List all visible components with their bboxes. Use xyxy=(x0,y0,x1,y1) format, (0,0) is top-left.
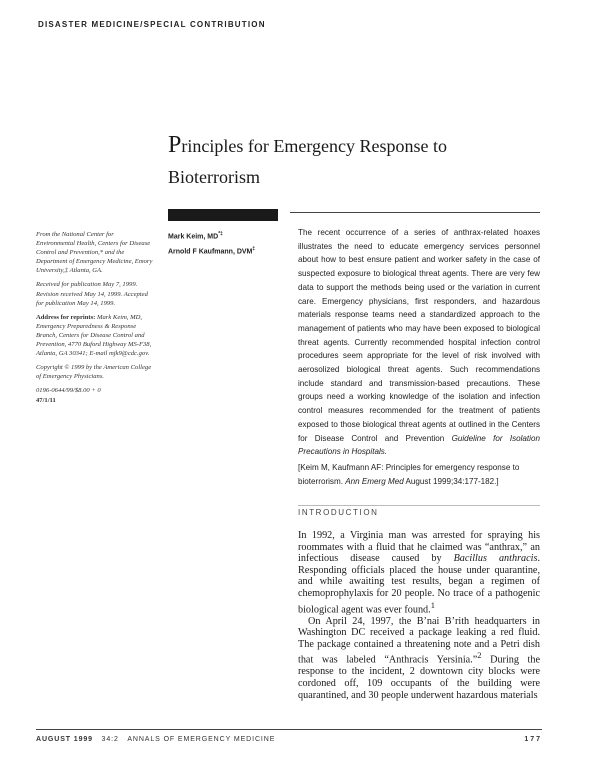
citation: [Keim M, Kaufmann AF: Principles for emergency response to bioterrorism. Ann Emerg Med August 1999;34:177-182.] xyxy=(298,463,520,486)
footer-journal: ANNALS OF EMERGENCY MEDICINE xyxy=(127,736,276,743)
article-title xyxy=(168,130,528,193)
issn: 0196-0644/99/$8.00 + 0 xyxy=(36,387,101,395)
paragraph: On April 24, 1997, the B’nai B’rith headquarters in Washington DC received a package leaking a red fluid. The package contained a threatening note and a Petri dish that was labeled “Anthracis Yersinia.”$^2$ During the response to the incident, 2 downtown city blocks were cordoned off, 109 occupants of the building were quarantined, and 30 people underwent hazardous materials xyxy=(298,615,541,701)
title-bar xyxy=(168,209,278,221)
paragraph: In 1992, a Virginia man was arrested for spraying his roommates with a fluid that he claimed was “anthrax,” an infectious disease caused by Bacillus anthracis. Responding officials placed the house under quarantine, and while awaiting test results, began a regimen of chemoprophylaxis for 20 people. No trace of a pathogenic biological agent was ever found.$^1$ xyxy=(298,530,540,615)
title-line1: rinciples for Emergency Response to xyxy=(181,136,447,156)
page-footer xyxy=(36,736,542,743)
publication-dates: Received for publication May 7, 1999. Revision received May 14, 1999. Accepted for publication May 14, 1999. xyxy=(36,281,148,307)
affiliation: From the National Center for Environmental Health, Centers for Disease Control and Prevention,* and the Department of Emergency Medicine, Emory University,‡ Atlanta, GA. xyxy=(36,231,153,275)
footer-volume: 34:2 xyxy=(101,736,119,743)
article-code: 47/1/11 xyxy=(36,396,56,404)
title-line2: Bioterrorism xyxy=(168,167,260,187)
footer-rule xyxy=(36,729,542,730)
abstract-rule xyxy=(290,212,540,213)
abstract: The recent occurrence of a series of anthrax-related hoaxes illustrates the need to educate emergency services personnel about how to best ensure patient and worker safety in the case of suspected exposure to biological threat agents. There are very few data to support the methods being used or the variation in current care. Emergency physicians, first responders, and hazardous materials response teams need a standardized approach to the management of patients who may have been exposed to biological threat agents. Currently recommended hospital infection control procedures seem appropriate for the level of risk involved with aerosolized biological threat agents. Such recommendations include standard and transmission-based precautions. These groups need a working knowledge of the isolation and infection control measures recommended for the treatment of patients exposed to those biological threat agents at outlined in the Centers for Disease Control and Prevention Guideline for Isolation Precautions in Hospitals. xyxy=(298,228,540,457)
introduction-heading: INTRODUCTION xyxy=(298,508,379,517)
author: Arnold F Kaufmann, DVM‡ xyxy=(168,246,256,256)
introduction-body xyxy=(298,530,540,701)
footer-date: AUGUST 1999 xyxy=(36,736,93,743)
page-number: 177 xyxy=(524,736,542,743)
reprints-address: Address for reprints: Mark Keim, MD, Emergency Preparedness & Response Branch, Centers for Disease Control and Prevention, 4770 Buford Highway MS-F38, Atlanta, GA 30341; E-mail mjk9@cdc.gov. xyxy=(36,313,152,358)
reprints-label: Address for reprints: xyxy=(36,313,96,321)
author: Mark Keim, MD*‡ xyxy=(168,231,223,241)
section-header: DISASTER MEDICINE/SPECIAL CONTRIBUTION xyxy=(38,20,266,29)
guideline-title: Guideline for Isolation Precautions in Hospitals. xyxy=(298,433,540,457)
copyright: Copyright © 1999 by the American College of Emergency Physicians. xyxy=(36,364,152,381)
title-first-letter: P xyxy=(168,132,182,158)
author-list xyxy=(168,228,255,259)
article-sidebar xyxy=(36,230,154,410)
intro-rule xyxy=(298,505,540,506)
